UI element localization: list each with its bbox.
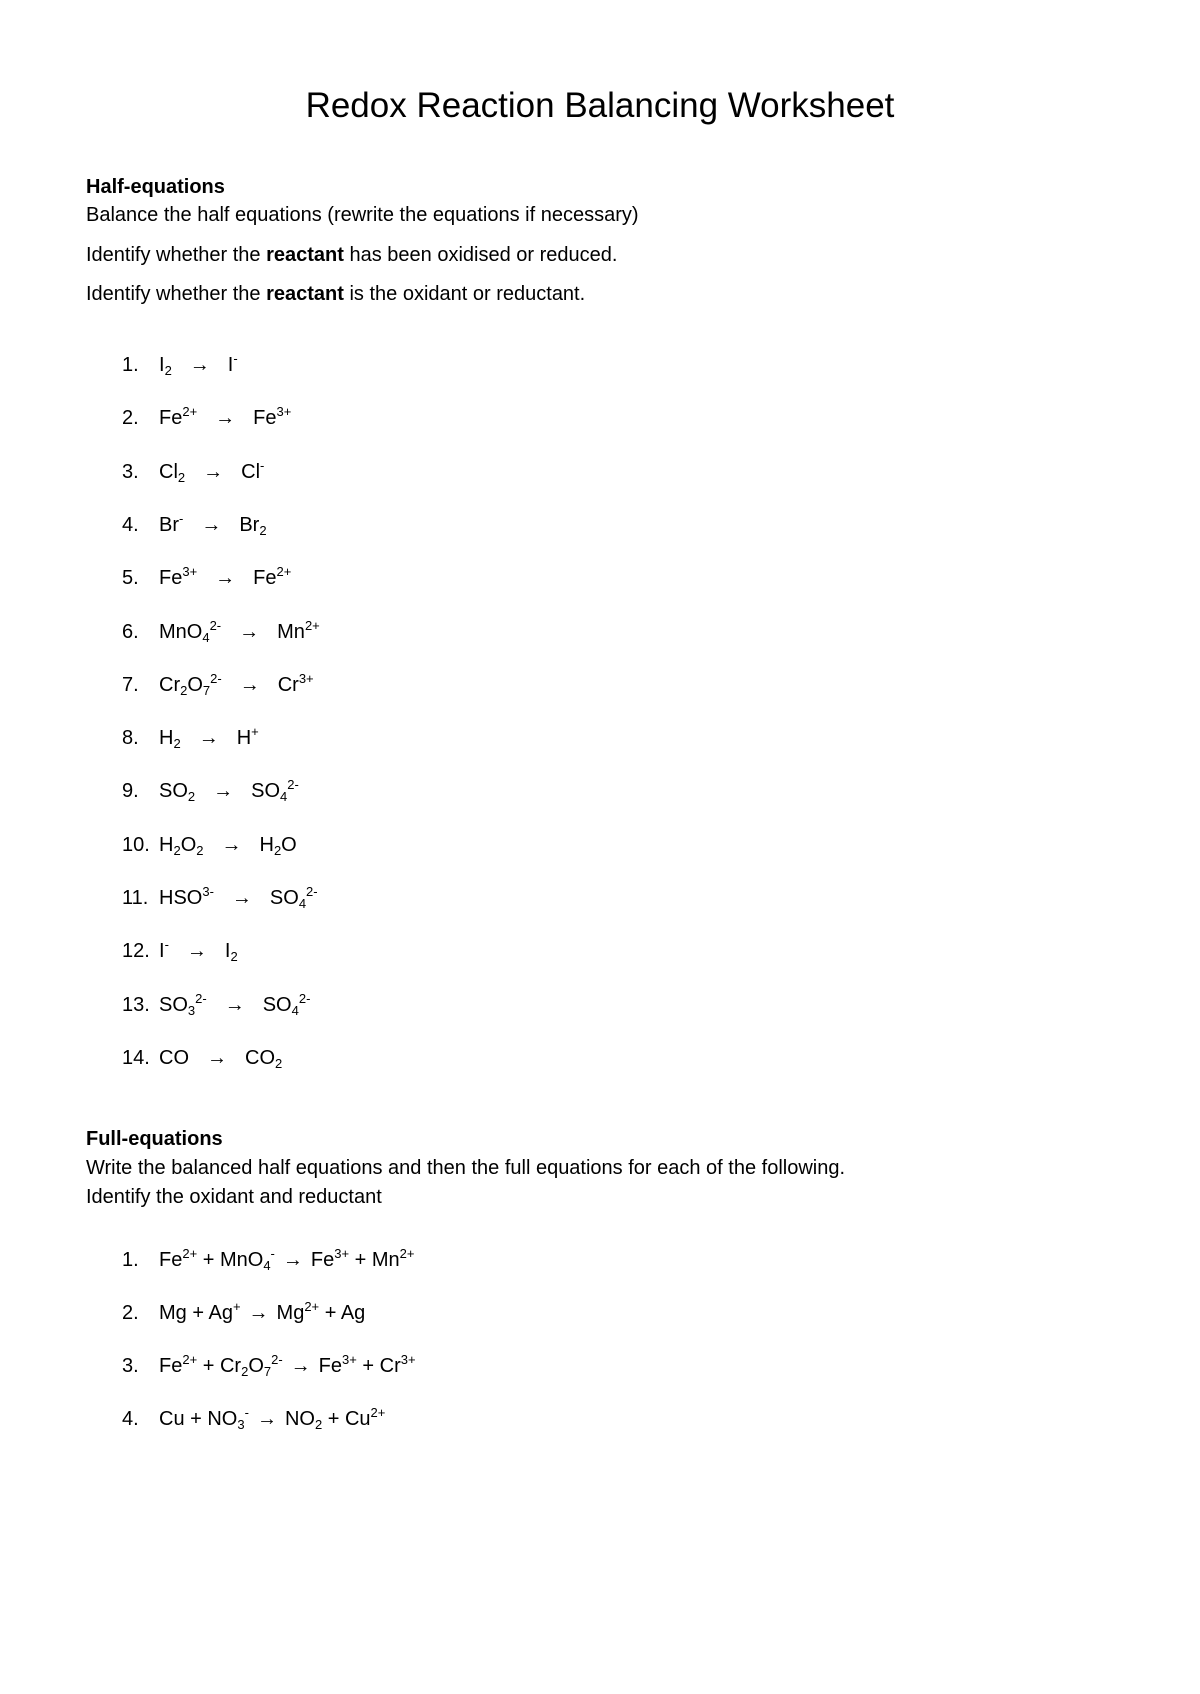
reaction-arrow-icon: →: [201, 513, 222, 536]
product-formula: $SO_4^{2-}$: [269, 884, 318, 911]
item-number: 3.: [122, 1355, 139, 1377]
full-equations-heading: Full-equations: [86, 1128, 223, 1150]
reaction-arrow-icon: →: [239, 673, 260, 696]
item-number: 11.: [122, 887, 149, 909]
reaction-arrow-icon: →: [239, 620, 260, 643]
equation-item: [122, 564, 292, 590]
reactant-formula: Mg + Ag+: [159, 1299, 241, 1324]
product-formula: $I_2$: [224, 940, 238, 965]
item-number: 2.: [122, 407, 139, 430]
reactant-formula: $Fe^{2+}$: [159, 404, 198, 430]
item-number: 13.: [122, 993, 150, 1016]
full-instruction-1: Write the balanced half equations and then the full equations for each of the following.: [86, 1157, 846, 1179]
reaction-arrow-icon: →: [290, 1355, 311, 1377]
product-formula: $NO_2 + Cu^{2+}$: [284, 1405, 386, 1432]
product-formula: $Fe^{3+}$: [253, 404, 292, 430]
equation-item: [122, 834, 297, 857]
reactant-formula: $HSO^{3-}$: [159, 884, 214, 909]
product-formula: $H_2O$: [259, 833, 297, 858]
reaction-arrow-icon: →: [224, 993, 245, 1016]
reactant-formula: $H_2$: [159, 727, 181, 752]
equation-item: [122, 777, 299, 805]
item-number: 9.: [122, 780, 139, 803]
item-number: 6.: [122, 620, 139, 643]
instruction-text: has been oxidised or reduced.: [343, 244, 618, 266]
half-instruction-2: [86, 244, 617, 267]
full-instruction-2: Identify the oxidant and reductant: [86, 1186, 382, 1208]
equation-item: [122, 1352, 416, 1379]
item-number: 1.: [122, 354, 139, 376]
item-number: 4.: [122, 513, 139, 536]
reactant-formula: $SO_2$: [159, 780, 196, 805]
item-number: 14.: [122, 1046, 150, 1069]
item-number: 2.: [122, 1302, 139, 1324]
reaction-arrow-icon: →: [221, 833, 242, 856]
half-instruction-3: [86, 283, 585, 306]
equation-item: [122, 884, 318, 911]
equation-item: [122, 1047, 282, 1070]
item-number: 10.: [122, 833, 150, 856]
reactant-formula: $Cl_2$: [159, 460, 186, 485]
item-number: 5.: [122, 567, 139, 590]
equation-item: [122, 510, 267, 538]
reaction-arrow-icon: →: [198, 727, 219, 750]
reactant-formula: $Fe^{3+}$: [159, 564, 198, 590]
page-title: Redox Reaction Balancing Worksheet: [305, 86, 895, 125]
product-formula: $Fe^{3+} + Mn^{2+}$: [310, 1246, 415, 1271]
reactant-formula: CO: [159, 1046, 189, 1069]
item-number: 12.: [122, 940, 150, 963]
product-formula: $Fe^{2+}$: [253, 564, 292, 590]
product-formula: $SO_4^{2-}$: [262, 990, 311, 1018]
item-number: 1.: [122, 1249, 139, 1271]
equation-item: [122, 670, 314, 698]
reaction-arrow-icon: →: [282, 1249, 303, 1271]
product-formula: $SO_4^{2-}$: [251, 777, 299, 805]
reaction-arrow-icon: →: [203, 460, 224, 483]
product-formula: $Fe^{3+} + Cr^{3+}$: [318, 1352, 416, 1377]
product-formula: $Mg^{2+} + Ag$: [276, 1299, 366, 1324]
reactant-formula: $Cr_2O_7^{2-}$: [159, 670, 222, 698]
product-formula: Cl-: [241, 457, 265, 483]
reactant-formula: $Fe^{2+} + MnO_4^-$: [159, 1246, 275, 1273]
instruction-bold: reactant: [266, 244, 344, 266]
equation-item: [122, 617, 320, 645]
reactant-formula: $I_2$: [159, 354, 172, 378]
instruction-text: is the oxidant or reductant.: [343, 283, 586, 305]
product-formula: $Cr^{3+}$: [277, 670, 314, 696]
reaction-arrow-icon: →: [231, 887, 252, 909]
equation-item: [122, 351, 238, 378]
reactant-formula: $Fe^{2+} + Cr_2O_7^{2-}$: [159, 1352, 283, 1379]
half-equations-heading: Half-equations: [86, 176, 225, 198]
instruction-text: Identify whether the: [86, 283, 267, 305]
reaction-arrow-icon: →: [215, 567, 236, 590]
product-formula: I-: [227, 351, 238, 376]
product-formula: $Br_2$: [239, 513, 267, 538]
item-number: 4.: [122, 1408, 139, 1430]
reaction-arrow-icon: →: [256, 1408, 277, 1430]
item-number: 3.: [122, 460, 139, 483]
half-instruction-1: Balance the half equations (rewrite the equations if necessary): [86, 204, 639, 226]
instruction-text: Identify whether the: [86, 244, 267, 266]
reaction-arrow-icon: →: [248, 1302, 269, 1324]
reaction-arrow-icon: →: [207, 1046, 227, 1069]
equation-item: [122, 724, 259, 752]
reaction-arrow-icon: →: [215, 407, 236, 430]
reactant-formula: I-: [159, 937, 169, 963]
product-formula: $Mn^{2+}$: [277, 617, 320, 643]
equation-item: [122, 990, 311, 1018]
instruction-bold: reactant: [266, 283, 344, 305]
equation-item: [122, 1246, 415, 1273]
equation-item: [122, 404, 292, 430]
product-formula: $CO_2$: [245, 1046, 283, 1071]
equation-item: [122, 1405, 386, 1432]
reactant-formula: $SO_3^{2-}$: [159, 990, 207, 1018]
reaction-arrow-icon: →: [186, 940, 207, 963]
reactant-formula: $Cu + NO_3^-$: [159, 1405, 249, 1432]
equation-item: [122, 457, 265, 485]
reactant-formula: MnO$_4^{2-}$: [159, 617, 222, 645]
reaction-arrow-icon: →: [213, 780, 234, 803]
item-number: 7.: [122, 673, 139, 696]
equation-item: [122, 937, 238, 965]
reactant-formula: Br-: [159, 510, 184, 536]
equation-item: [122, 1299, 366, 1325]
reactant-formula: $H_2O_2$: [159, 833, 204, 858]
reaction-arrow-icon: →: [189, 354, 210, 376]
product-formula: H+: [236, 724, 259, 750]
item-number: 8.: [122, 727, 139, 750]
